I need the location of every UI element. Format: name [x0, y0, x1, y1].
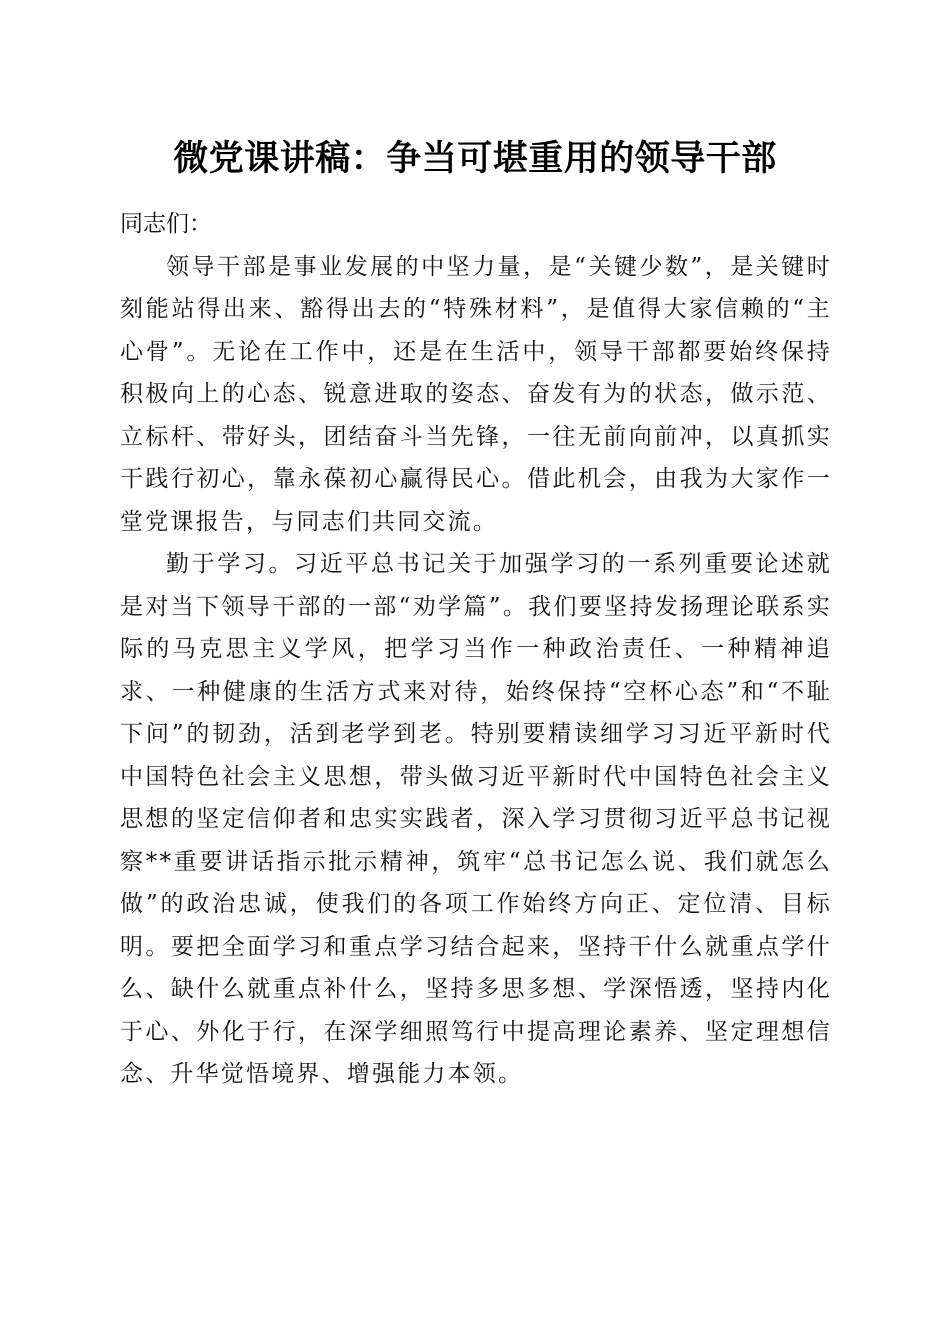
document-body: [120, 203, 832, 1096]
paragraph-intro: 领导干部是事业发展的中坚力量，是“关键少数”，是关键时刻能站得出来、豁得出去的“特殊材料”，是值得大家信赖的“主心骨”。无论在工作中，还是在生活中，领导干部都要始终保持积极向上的心态、锐意进取的姿态、奋发有为的状态，做示范、立标杆、带好头，团结奋斗当先锋，一往无前向前冲，以真抓实干践行初心，靠永葆初心赢得民心。借此机会，由我为大家作一堂党课报告，与同志们共同交流。: [120, 253, 832, 535]
greeting: 同志们：: [120, 211, 212, 237]
document-title: 微党课讲稿：争当可堪重用的领导干部: [173, 138, 777, 179]
paragraph-study: 勤于学习。习近平总书记关于加强学习的一系列重要论述就是对当下领导干部的一部“劝学篇”。我们要坚持发扬理论联系实际的马克思主义学风，把学习当作一种政治责任、一种精神追求、一种健康的生活方式来对待，始终保持“空杯心态”和“不耻下问”的韧劲，活到老学到老。特别要精读细学习习近平新时代中国特色社会主义思想，带头做习近平新时代中国特色社会主义思想的坚定信仰者和忠实实践者，深入学习贯彻习近平总书记视察**重要讲话指示批示精神，筑牢“总书记怎么说、我们就怎么做”的政治忠诚，使我们的各项工作始终方向正、定位清、目标明。要把全面学习和重点学习结合起来，坚持干什么就重点学什么、缺什么就重点补什么，坚持多思多想、学深悟透，坚持内化于心、外化于行，在深学细照笃行中提高理论素养、坚定理想信念、升华觉悟境界、增强能力本领。: [120, 551, 832, 1087]
